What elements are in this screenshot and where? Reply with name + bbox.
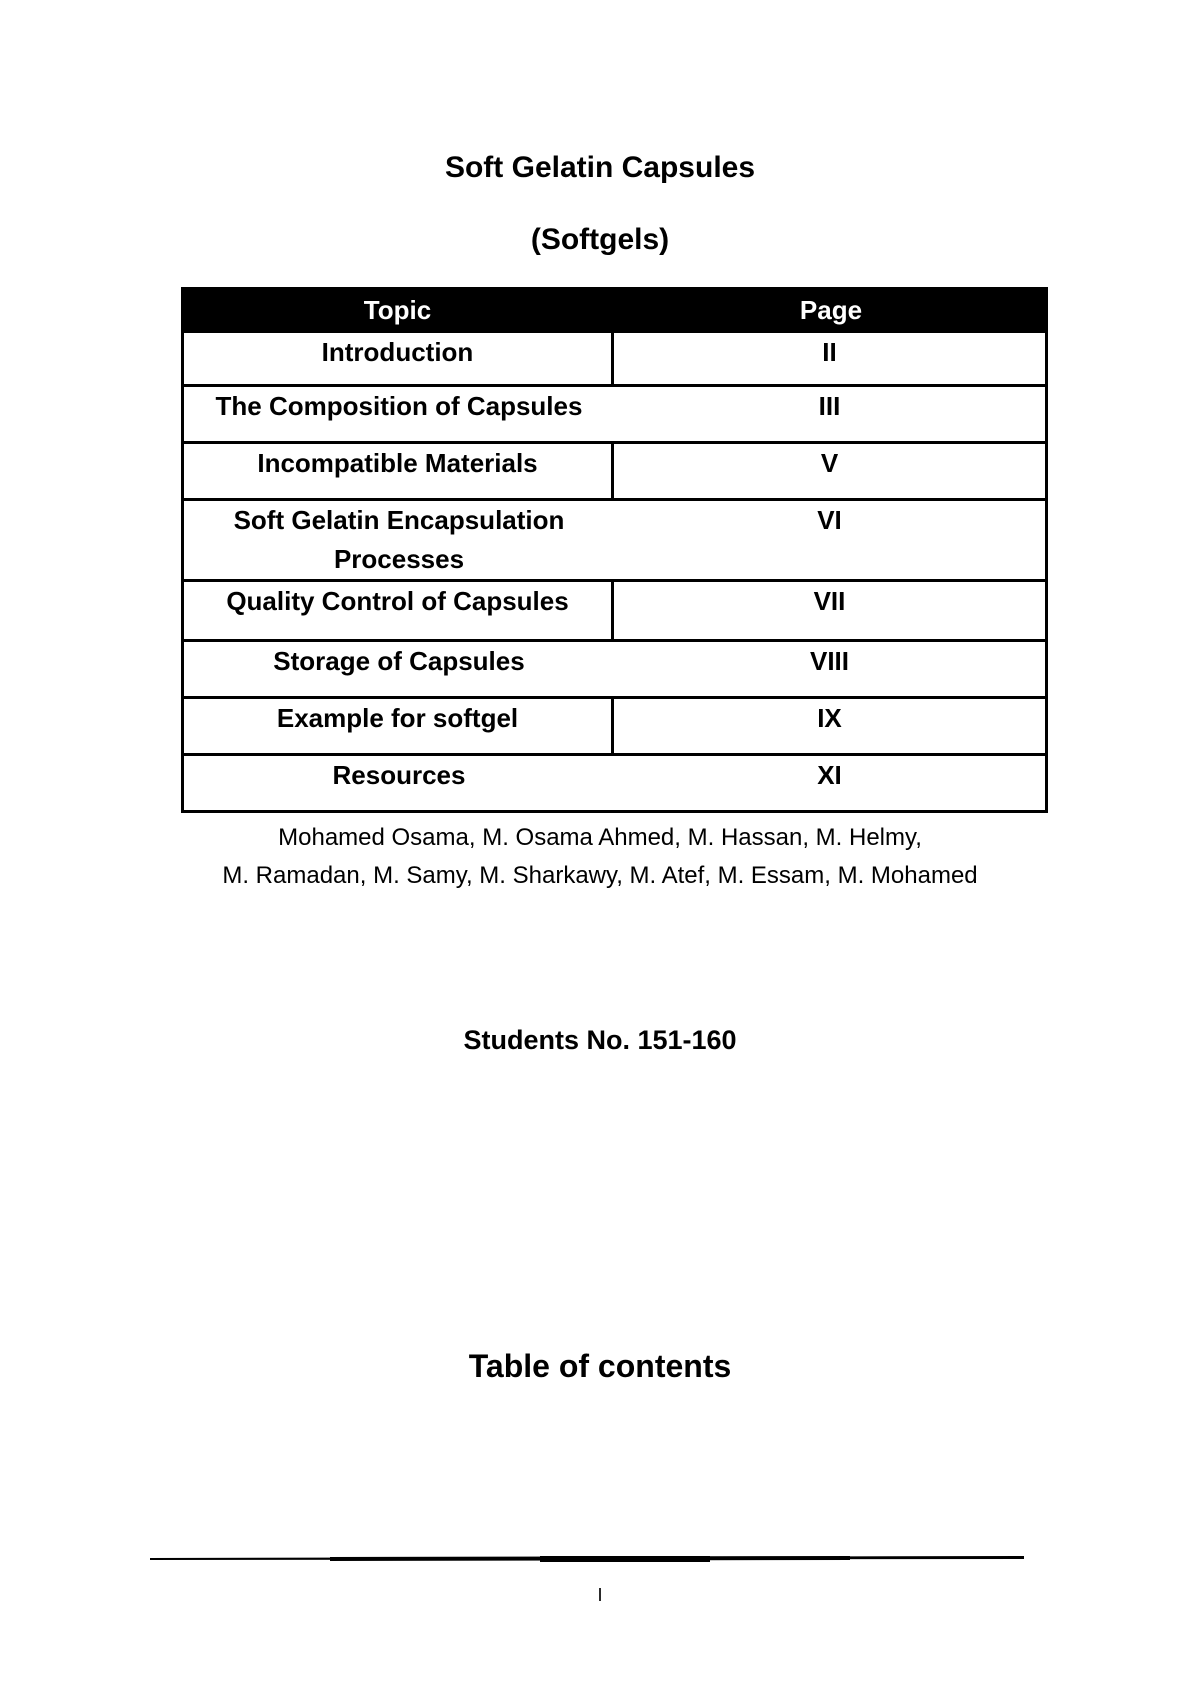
toc-page-cell: VIII <box>809 646 849 676</box>
toc-page-cell: II <box>822 337 837 367</box>
toc-page-cell: XI <box>817 760 842 790</box>
toc-table <box>181 287 1048 813</box>
document-subtitle: (Softgels) <box>530 223 670 256</box>
table-row <box>181 642 1048 699</box>
document-title: Soft Gelatin Capsules <box>444 151 756 184</box>
table-row <box>181 699 1048 756</box>
toc-topic-cell: Resources <box>332 760 466 790</box>
toc-page-cell: VI <box>817 505 842 535</box>
authors-line-1: Mohamed Osama, M. Osama Ahmed, M. Hassan, M. Helmy, <box>278 824 922 851</box>
toc-header-topic: Topic <box>363 294 432 325</box>
toc-header-row <box>181 287 1048 333</box>
table-row <box>181 444 1048 501</box>
toc-topic-cell: Quality Control of Capsules <box>184 582 614 639</box>
table-row <box>181 333 1048 387</box>
table-row <box>181 582 1048 642</box>
toc-topic-cell: Incompatible Materials <box>184 444 614 498</box>
table-row <box>181 387 1048 444</box>
toc-topic-cell: The Composition of Capsules <box>215 391 583 421</box>
toc-topic-cell: Storage of Capsules <box>273 646 525 676</box>
table-row <box>181 756 1048 813</box>
toc-page-cell: VII <box>813 586 846 616</box>
section-title: Table of contents <box>468 1348 732 1384</box>
students-number: Students No. 151-160 <box>463 1025 737 1055</box>
toc-topic-cell: Introduction <box>184 333 614 384</box>
footer-rule <box>150 1553 1024 1565</box>
toc-topic-cell: Example for softgel <box>184 699 614 753</box>
toc-page-cell: V <box>820 448 839 478</box>
page-number: I <box>597 1585 603 1605</box>
authors-line-2: M. Ramadan, M. Samy, M. Sharkawy, M. Atef, M. Essam, M. Mohamed <box>222 862 978 889</box>
toc-page-cell: IX <box>817 703 842 733</box>
toc-topic-cell: Soft Gelatin Encapsulation Processes <box>233 505 565 574</box>
toc-page-cell: III <box>818 391 841 421</box>
table-row <box>181 501 1048 582</box>
toc-header-page: Page <box>799 294 863 325</box>
